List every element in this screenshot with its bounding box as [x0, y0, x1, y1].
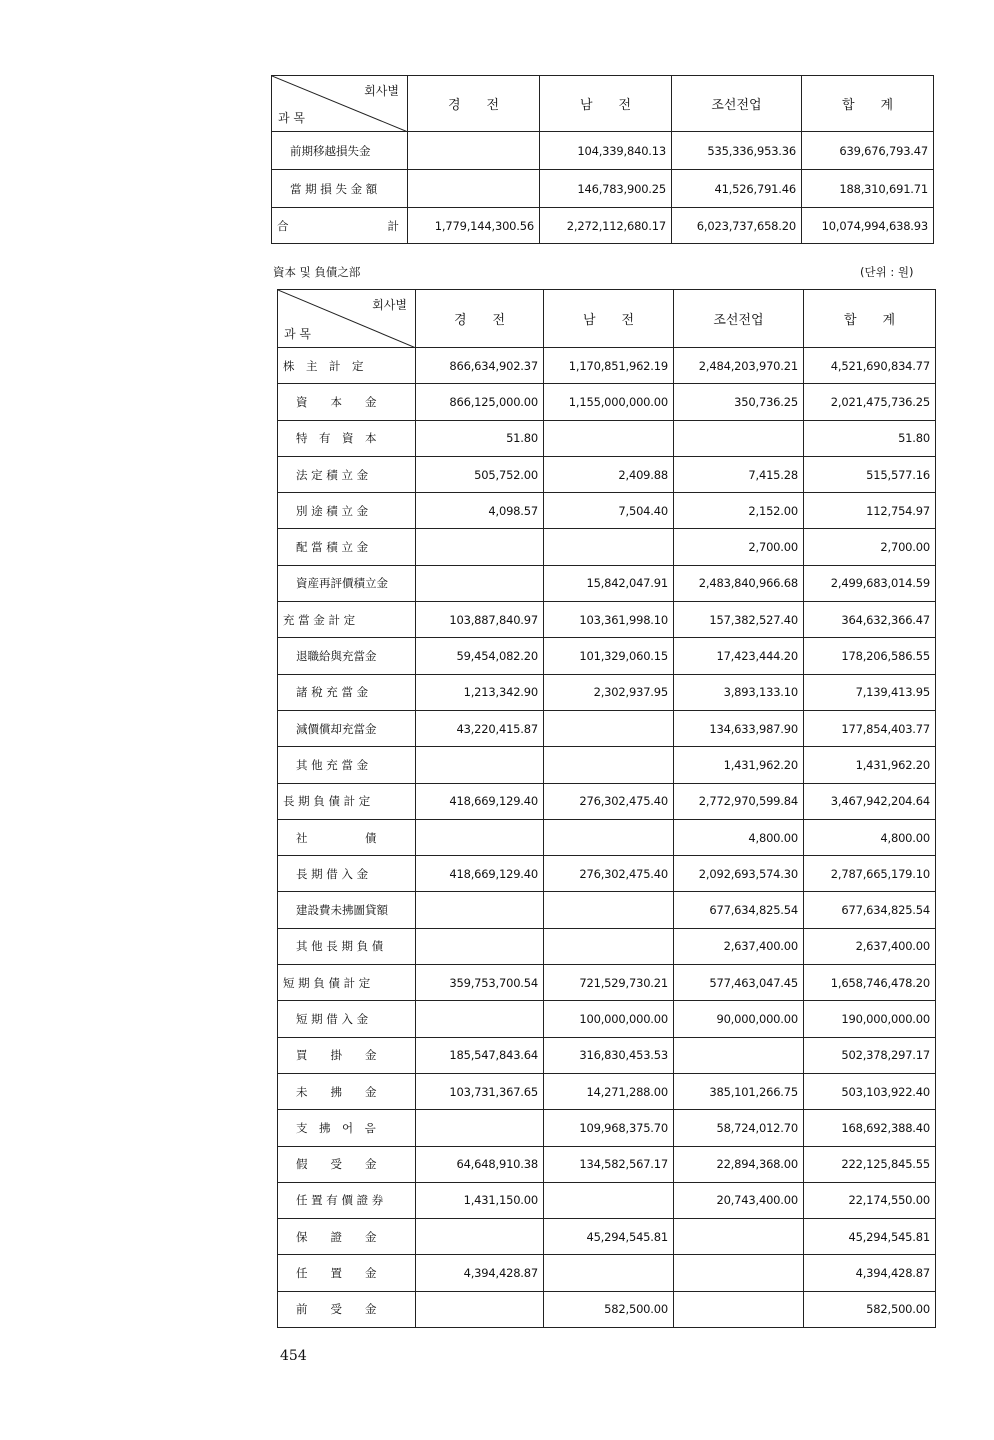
subject-cell: 充 當 金 計 定	[278, 602, 416, 638]
value-cell: 22,174,550.00	[804, 1182, 936, 1218]
company-label: 회사별	[364, 84, 399, 98]
value-cell: 103,887,840.97	[416, 602, 544, 638]
subject-cell: 保 證 金	[278, 1219, 416, 1255]
value-cell: 577,463,047.45	[674, 965, 804, 1001]
value-cell: 2,700.00	[804, 529, 936, 565]
subject-cell: 法 定 積 立 金	[278, 456, 416, 492]
table-row	[278, 1182, 936, 1218]
total-value: 1,779,144,300.56	[408, 208, 540, 244]
value-cell: 134,633,987.90	[674, 710, 804, 746]
value-cell: 190,000,000.00	[804, 1001, 936, 1037]
table-row	[278, 1037, 936, 1073]
value-cell: 112,754.97	[804, 493, 936, 529]
value-cell	[416, 928, 544, 964]
value-cell	[416, 565, 544, 601]
subject-cell: 其 他 充 當 金	[278, 747, 416, 783]
value-cell: 1,431,150.00	[416, 1182, 544, 1218]
subject-cell: 建設費未拂圖貸額	[278, 892, 416, 928]
value-cell: 2,302,937.95	[544, 674, 674, 710]
value-cell: 364,632,366.47	[804, 602, 936, 638]
table-row	[278, 565, 936, 601]
table-row	[278, 856, 936, 892]
value-cell: 51.80	[804, 420, 936, 456]
table-row	[278, 892, 936, 928]
value-cell	[408, 132, 540, 170]
value-cell: 101,329,060.15	[544, 638, 674, 674]
value-cell	[544, 420, 674, 456]
column-header: 경 전	[408, 76, 540, 132]
value-cell: 276,302,475.40	[544, 856, 674, 892]
section-title: 資本 및 負債之部	[273, 265, 361, 279]
column-header: 남 전	[544, 290, 674, 348]
total-label	[272, 208, 408, 244]
table-row	[278, 783, 936, 819]
value-cell	[544, 819, 674, 855]
value-cell: 7,504.40	[544, 493, 674, 529]
subject-cell: 株 主 計 定	[278, 348, 416, 384]
table-row	[278, 1219, 936, 1255]
subject-cell: 長 期 借 入 金	[278, 856, 416, 892]
unit-label: (단위 : 원)	[860, 265, 914, 279]
value-cell: 188,310,691.71	[802, 170, 934, 208]
value-cell: 178,206,586.55	[804, 638, 936, 674]
value-cell: 168,692,388.40	[804, 1110, 936, 1146]
value-cell: 64,648,910.38	[416, 1146, 544, 1182]
value-cell: 4,521,690,834.77	[804, 348, 936, 384]
table-row	[278, 1073, 936, 1109]
value-cell: 59,454,082.20	[416, 638, 544, 674]
corner-cell	[278, 290, 416, 348]
table-row	[278, 819, 936, 855]
subject-cell: 資産再評價積立金	[278, 565, 416, 601]
subject-cell: 支 拂 어 음	[278, 1110, 416, 1146]
value-cell: 177,854,403.77	[804, 710, 936, 746]
value-cell: 2,483,840,966.68	[674, 565, 804, 601]
table-row	[278, 638, 936, 674]
value-cell: 45,294,545.81	[804, 1219, 936, 1255]
value-cell: 185,547,843.64	[416, 1037, 544, 1073]
value-cell: 100,000,000.00	[544, 1001, 674, 1037]
value-cell: 14,271,288.00	[544, 1073, 674, 1109]
table-row	[278, 1001, 936, 1037]
value-cell: 43,220,415.87	[416, 710, 544, 746]
table-row	[278, 747, 936, 783]
table-row	[278, 529, 936, 565]
value-cell: 677,634,825.54	[674, 892, 804, 928]
subject-cell: 社 債	[278, 819, 416, 855]
value-cell: 515,577.16	[804, 456, 936, 492]
value-cell: 109,968,375.70	[544, 1110, 674, 1146]
value-cell	[544, 747, 674, 783]
value-cell: 1,431,962.20	[804, 747, 936, 783]
table-row	[278, 602, 936, 638]
total-value: 10,074,994,638.93	[802, 208, 934, 244]
value-cell	[416, 1110, 544, 1146]
value-cell: 866,634,902.37	[416, 348, 544, 384]
table-row	[278, 710, 936, 746]
page-number: 454	[280, 1348, 307, 1364]
value-cell: 276,302,475.40	[544, 783, 674, 819]
value-cell	[544, 928, 674, 964]
subject-cell: 任 置 金	[278, 1255, 416, 1291]
value-cell: 4,098.57	[416, 493, 544, 529]
value-cell: 2,637,400.00	[804, 928, 936, 964]
value-cell: 866,125,000.00	[416, 384, 544, 420]
table-row	[278, 928, 936, 964]
value-cell: 1,213,342.90	[416, 674, 544, 710]
value-cell	[674, 420, 804, 456]
header-row	[278, 290, 936, 348]
value-cell	[674, 1291, 804, 1327]
total-value: 2,272,112,680.17	[540, 208, 672, 244]
value-cell: 7,415.28	[674, 456, 804, 492]
value-cell: 503,103,922.40	[804, 1073, 936, 1109]
value-cell: 222,125,845.55	[804, 1146, 936, 1182]
column-header: 합 계	[804, 290, 936, 348]
value-cell: 2,772,970,599.84	[674, 783, 804, 819]
value-cell	[416, 1001, 544, 1037]
value-cell	[416, 892, 544, 928]
subject-cell: 諸 稅 充 當 金	[278, 674, 416, 710]
value-cell: 1,431,962.20	[674, 747, 804, 783]
value-cell: 4,800.00	[804, 819, 936, 855]
value-cell	[544, 1255, 674, 1291]
value-cell	[416, 747, 544, 783]
subject-label: 과 목	[284, 327, 311, 341]
table-row	[278, 1291, 936, 1327]
value-cell: 2,021,475,736.25	[804, 384, 936, 420]
table-row	[278, 348, 936, 384]
value-cell	[674, 1255, 804, 1291]
header-row	[272, 76, 934, 132]
value-cell: 22,894,368.00	[674, 1146, 804, 1182]
subject-cell: 當 期 損 失 金 額	[272, 170, 408, 208]
table-row	[272, 132, 934, 170]
value-cell: 502,378,297.17	[804, 1037, 936, 1073]
column-header: 조선전업	[674, 290, 804, 348]
value-cell: 17,423,444.20	[674, 638, 804, 674]
value-cell: 582,500.00	[804, 1291, 936, 1327]
value-cell: 20,743,400.00	[674, 1182, 804, 1218]
table-row	[278, 493, 936, 529]
corner-cell	[272, 76, 408, 132]
value-cell: 316,830,453.53	[544, 1037, 674, 1073]
value-cell: 2,092,693,574.30	[674, 856, 804, 892]
value-cell: 134,582,567.17	[544, 1146, 674, 1182]
total-label-left: 合	[277, 218, 289, 233]
value-cell: 535,336,953.36	[672, 132, 802, 170]
total-row	[272, 208, 934, 244]
value-cell	[544, 710, 674, 746]
subject-label: 과 목	[278, 111, 305, 125]
value-cell	[416, 529, 544, 565]
value-cell	[544, 529, 674, 565]
subject-cell: 前 受 金	[278, 1291, 416, 1327]
value-cell: 721,529,730.21	[544, 965, 674, 1001]
subject-cell: 短 期 借 入 金	[278, 1001, 416, 1037]
table-row	[278, 674, 936, 710]
value-cell: 3,893,133.10	[674, 674, 804, 710]
value-cell: 45,294,545.81	[544, 1219, 674, 1255]
value-cell	[416, 1291, 544, 1327]
value-cell: 359,753,700.54	[416, 965, 544, 1001]
value-cell: 505,752.00	[416, 456, 544, 492]
subject-cell: 別 途 積 立 金	[278, 493, 416, 529]
value-cell: 41,526,791.46	[672, 170, 802, 208]
subject-cell: 資 本 金	[278, 384, 416, 420]
value-cell: 639,676,793.47	[802, 132, 934, 170]
value-cell: 2,152.00	[674, 493, 804, 529]
value-cell: 103,731,367.65	[416, 1073, 544, 1109]
value-cell: 146,783,900.25	[540, 170, 672, 208]
subject-cell: 任 置 有 價 證 券	[278, 1182, 416, 1218]
value-cell: 677,634,825.54	[804, 892, 936, 928]
value-cell: 2,700.00	[674, 529, 804, 565]
value-cell: 51.80	[416, 420, 544, 456]
subject-cell: 減價償却充當金	[278, 710, 416, 746]
value-cell: 418,669,129.40	[416, 856, 544, 892]
company-label: 회사별	[372, 298, 407, 312]
total-value: 6,023,737,658.20	[672, 208, 802, 244]
subject-cell: 前期移越損失金	[272, 132, 408, 170]
table-row	[278, 1110, 936, 1146]
value-cell: 58,724,012.70	[674, 1110, 804, 1146]
value-cell	[416, 1219, 544, 1255]
table-row	[278, 420, 936, 456]
value-cell: 2,637,400.00	[674, 928, 804, 964]
subject-cell: 其 他 長 期 負 債	[278, 928, 416, 964]
capital-liabilities-table	[277, 289, 936, 1328]
value-cell: 418,669,129.40	[416, 783, 544, 819]
total-label-right: 計	[387, 218, 399, 233]
value-cell: 1,155,000,000.00	[544, 384, 674, 420]
subject-cell: 假 受 金	[278, 1146, 416, 1182]
loss-table	[271, 75, 934, 244]
value-cell: 2,787,665,179.10	[804, 856, 936, 892]
value-cell: 157,382,527.40	[674, 602, 804, 638]
value-cell: 103,361,998.10	[544, 602, 674, 638]
value-cell: 1,170,851,962.19	[544, 348, 674, 384]
value-cell: 4,800.00	[674, 819, 804, 855]
subject-cell: 長 期 負 債 計 定	[278, 783, 416, 819]
table-row	[278, 1146, 936, 1182]
value-cell	[544, 892, 674, 928]
value-cell: 582,500.00	[544, 1291, 674, 1327]
value-cell: 4,394,428.87	[416, 1255, 544, 1291]
value-cell: 15,842,047.91	[544, 565, 674, 601]
value-cell: 4,394,428.87	[804, 1255, 936, 1291]
table-row	[278, 384, 936, 420]
value-cell	[544, 1182, 674, 1218]
value-cell: 2,499,683,014.59	[804, 565, 936, 601]
value-cell: 2,484,203,970.21	[674, 348, 804, 384]
subject-cell: 買 掛 金	[278, 1037, 416, 1073]
column-header: 조선전업	[672, 76, 802, 132]
column-header: 합 계	[802, 76, 934, 132]
value-cell: 350,736.25	[674, 384, 804, 420]
table-row	[278, 1255, 936, 1291]
value-cell	[408, 170, 540, 208]
value-cell: 104,339,840.13	[540, 132, 672, 170]
value-cell: 1,658,746,478.20	[804, 965, 936, 1001]
value-cell: 385,101,266.75	[674, 1073, 804, 1109]
subject-cell: 特 有 資 本	[278, 420, 416, 456]
value-cell: 90,000,000.00	[674, 1001, 804, 1037]
value-cell	[674, 1219, 804, 1255]
table-row	[278, 456, 936, 492]
value-cell	[674, 1037, 804, 1073]
subject-cell: 未 拂 金	[278, 1073, 416, 1109]
value-cell: 2,409.88	[544, 456, 674, 492]
column-header: 경 전	[416, 290, 544, 348]
table-row	[272, 170, 934, 208]
subject-cell: 短 期 負 債 計 定	[278, 965, 416, 1001]
value-cell: 7,139,413.95	[804, 674, 936, 710]
value-cell: 3,467,942,204.64	[804, 783, 936, 819]
value-cell	[416, 819, 544, 855]
subject-cell: 配 當 積 立 金	[278, 529, 416, 565]
subject-cell: 退職給與充當金	[278, 638, 416, 674]
table-row	[278, 965, 936, 1001]
column-header: 남 전	[540, 76, 672, 132]
